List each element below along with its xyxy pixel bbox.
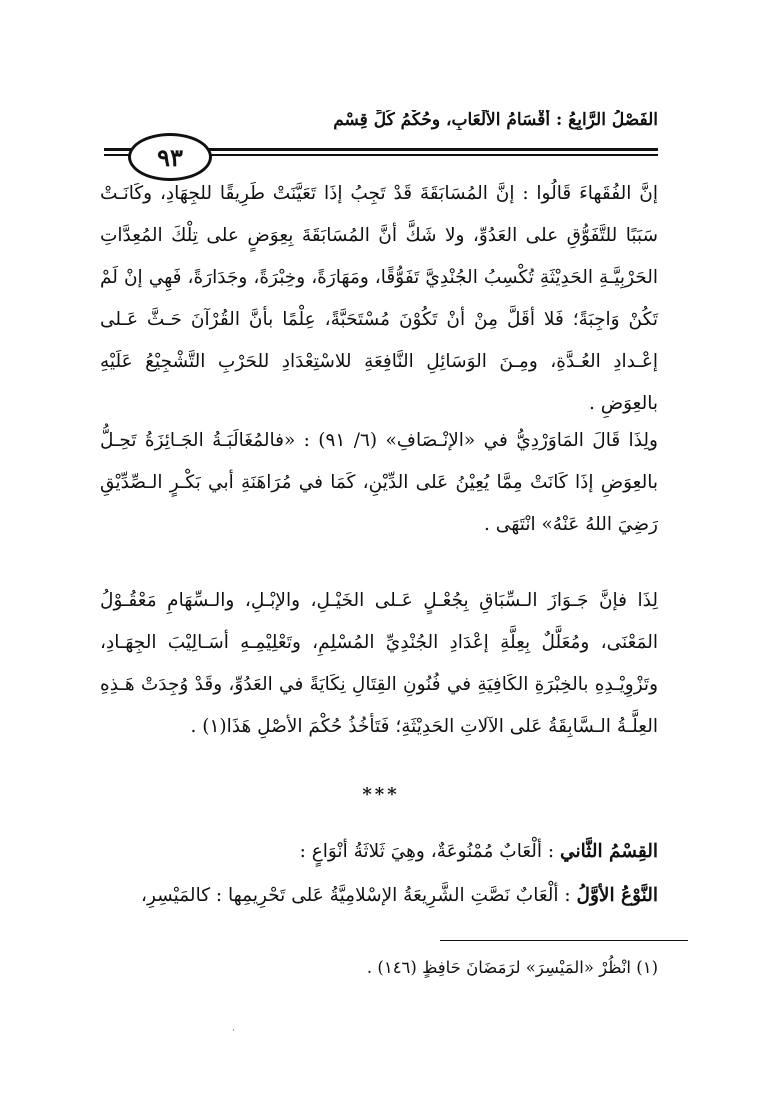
- paragraph-1: [100, 173, 658, 425]
- paragraph-text: إنَّ الفُقَهاءَ قَالُوا : إنَّ المُسَابَقَةَ قَدْ تَجِبُ إذَا تَعَيَّنَتْ طَرِيقًا للجِهَادِ، وكَانَـتْ سَبَبًا للتَّفَوُّقِ على العَدُوِّ، ولا شَكَّ أنَّ المُسَابَقَةَ بِعِوَضٍ على تِلْكَ المُعِدَّاتِ الحَرْبِيَّـةِ الحَدِيْثَةِ تُكْسِبُ الجُنْدِيَّ تَفَوُّقًا، ومَهَارَةً، وخِبْرَةً، وجَدَارَةً، فَهِي إنْ لَمْ تَكُنْ وَاجِبَةً؛ فَلا أقَلَّ مِنْ أنْ تَكُوْنَ مُسْتَحَبَّةً، عِلْمًا بأنَّ القُرْآنَ حَـثَّ عَـلى إعْـدادِ العُـدَّةِ، ومِـنَ الوَسَائِلِ النَّافِعَةِ للاسْتِعْدَادِ للحَرْبِ التَّشْجِيْعُ عَلَيْهِ بالعِوَضِ .: [100, 183, 658, 414]
- paragraph-text: ولِذَا قَالَ المَاوَرْدِيُّ في «الإنْـصَافِ» (٦/ ٩١) : «فالمُغَالَبَـةُ الجَـائِزَةُ تَحِـلُّ بالعِوَضِ إذَا كَانَتْ مِمَّا يُعِيْنُ عَلى الدِّيْنِ، كَمَا في مُرَاهَنَةِ أبي بَكْـرٍ الـصِّدِّيْقِ رَضِيَ اللهُ عَنْهُ» انْتَهَى .: [100, 430, 658, 535]
- section-heading-rest: : ألْعَابٌ مُمْنُوعَةٌ، وهِيَ ثَلاثَةُ أنْوَاعٍ :: [299, 841, 561, 862]
- paragraph-3: [100, 580, 658, 748]
- running-title: الفَصْلُ الرَّابِعُ : أَقْسَامُ الأَلْعَابِ، وحُكْمُ كُلِّ قِسْمٍ: [333, 110, 658, 130]
- paragraph-2: [100, 420, 658, 546]
- scan-speck: ·: [232, 1026, 235, 1036]
- type-heading-rest: : ألْعَابٌ نَصَّتِ الشَّرِيعَةُ الإسْلامِيَّةُ عَلى تَحْرِيمِها : كالمَيْسِرِ،: [140, 885, 577, 906]
- type-heading-lead: النَّوْعُ الأوَّلُ: [576, 885, 658, 906]
- footnote: (١) انْظُرْ «المَيْسِرَ» لرَمَضَانَ حَافِظٍ (١٤٦) .: [366, 958, 658, 977]
- section-heading-lead: القِسْمُ الثَّاني: [560, 841, 658, 862]
- section-heading: [100, 830, 658, 874]
- type-heading: [100, 874, 658, 918]
- section-separator: ***: [362, 784, 400, 805]
- footnote-rule: [440, 940, 688, 941]
- paragraph-text: لِذَا فإنَّ جَـوَازَ الـسِّبَاقِ بِجُعْـلٍ عَـلى الخَيْـلِ، والإبْـلِ، والـسِّهَامِ مَعْقُـوْلُ المَعْنَى، ومُعَلَّلٌ بِعِلَّةِ إعْدَادِ الجُنْدِيِّ المُسْلِمِ، وتَعْلِيْمِـهِ أسَـالِيْبَ الجِهَـادِ، وتَزْوِيْـدِهِ بالخِبْرَةِ الكَافِيَةِ في فُنُونِ القِتَالِ نِكَايَةً في العَدُوِّ، وقَدْ وُجِدَتْ هَـذِهِ العِلَّـةُ الـسَّابِقَةُ عَلى الآلاتِ الحَدِيْثَةِ؛ فَتَأخُذُ حُكْمَ الأصْلِ هَذَا(١) .: [100, 590, 658, 737]
- section-block: [100, 830, 658, 918]
- page-number: ٩٣: [128, 133, 212, 181]
